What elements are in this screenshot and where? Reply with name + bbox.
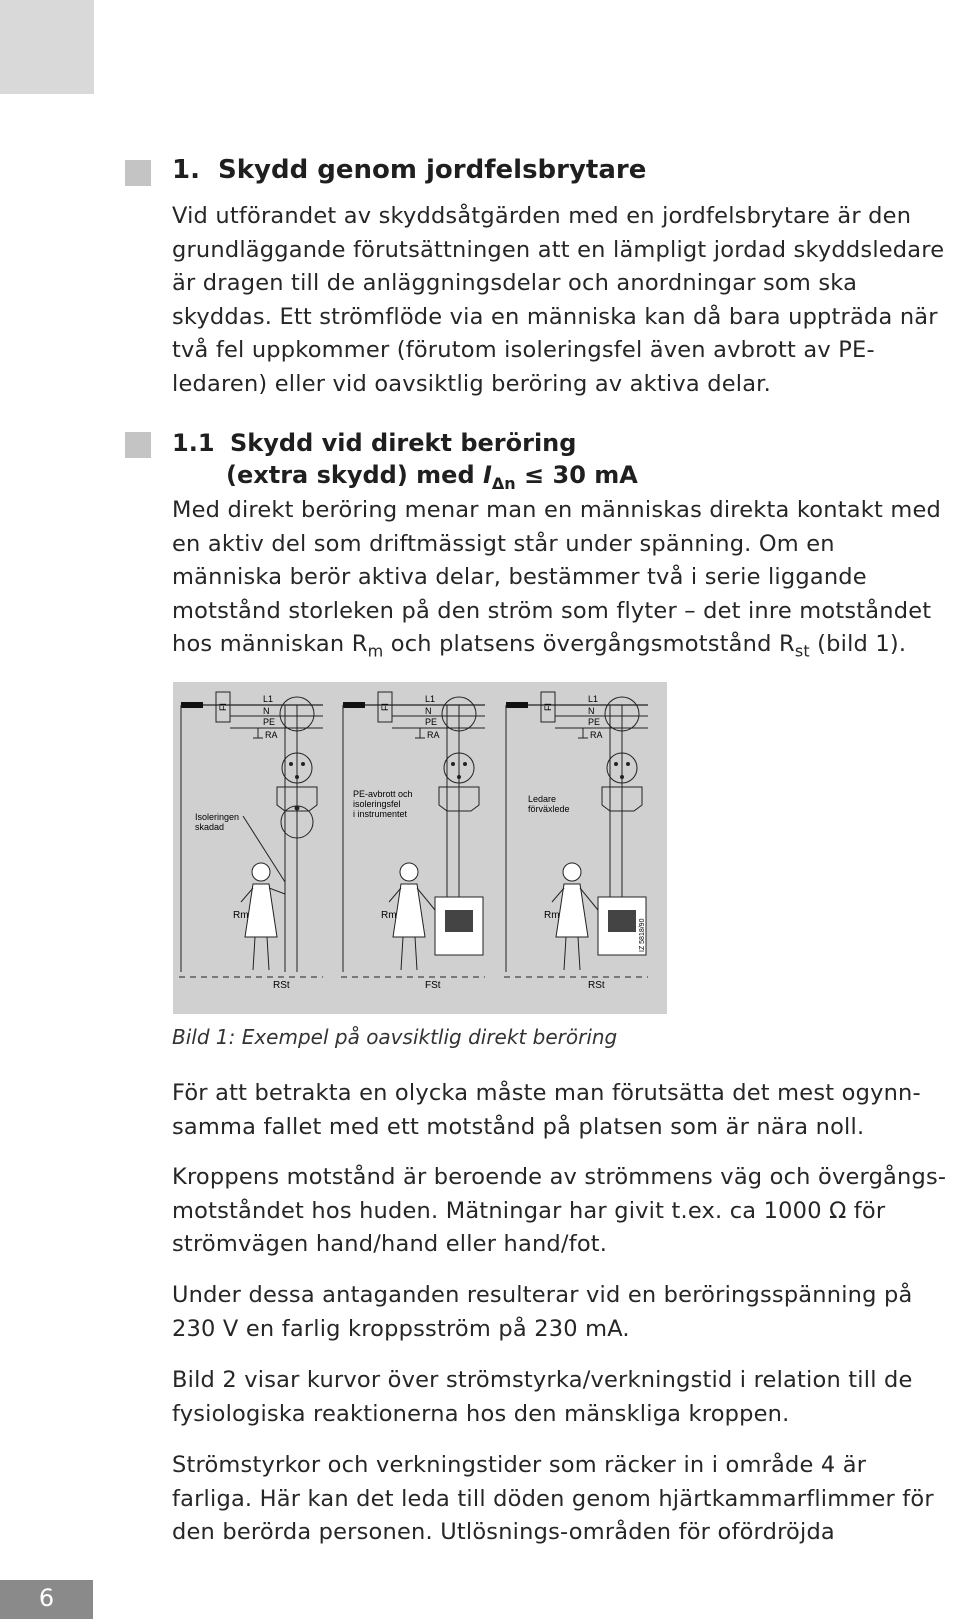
text-line: För att betrakta en olycka måste man förutsätta det mest ogynn- bbox=[172, 1080, 921, 1106]
current-subscript: Δn bbox=[491, 473, 516, 493]
fi-label: FI bbox=[543, 703, 553, 711]
ra-label: RA bbox=[265, 730, 278, 740]
text-line: ledaren) eller vid oavsiktlig beröring av aktiva delar. bbox=[172, 370, 771, 397]
l1-label: L1 bbox=[263, 694, 274, 704]
body-paragraph bbox=[172, 1077, 960, 1144]
text-line: Under dessa antaganden resulterar vid en beröringsspänning på bbox=[172, 1282, 913, 1308]
subsection-title: Skydd vid direkt beröring bbox=[230, 429, 577, 457]
ra-label: RA bbox=[590, 730, 603, 740]
section-bullet bbox=[125, 160, 151, 186]
fault-label: Ledare bbox=[528, 794, 557, 804]
subsection-number: 1.1 bbox=[172, 429, 215, 457]
section-heading bbox=[172, 155, 646, 185]
text-line: grundläggande förutsättningen att en lämpligt jordad skyddsledare bbox=[172, 236, 945, 263]
figure-panel bbox=[341, 692, 485, 991]
n-label: N bbox=[588, 706, 595, 716]
subsection-title-suffix: ≤ 30 mA bbox=[515, 461, 638, 489]
text-fragment: (bild 1). bbox=[809, 631, 907, 657]
section-number: 1. bbox=[172, 155, 200, 185]
circuit-diagram bbox=[173, 682, 667, 1014]
ra-label: RA bbox=[427, 730, 440, 740]
section-intro-paragraph bbox=[172, 200, 960, 401]
fault-label: förväxlede bbox=[528, 804, 570, 814]
text-line: den berörda personen. Utlösnings-områden för ofördröjda bbox=[172, 1519, 835, 1545]
corner-marker bbox=[0, 0, 94, 94]
fault-label: Isoleringen bbox=[195, 812, 240, 822]
rst-label: RSt bbox=[588, 980, 605, 991]
figure-caption: Bild 1: Exempel på oavsiktlig direkt beröring bbox=[172, 1025, 618, 1049]
text-line: Strömstyrkor och verkningstider som räcker in i område 4 är bbox=[172, 1452, 867, 1478]
subsection-paragraph bbox=[172, 494, 960, 668]
pe-label: PE bbox=[263, 717, 276, 727]
figure-panel bbox=[179, 692, 323, 991]
fault-label: isoleringsfel bbox=[353, 799, 401, 809]
current-symbol: I bbox=[482, 461, 492, 489]
page-number: 6 bbox=[38, 1584, 55, 1612]
l1-label: L1 bbox=[588, 694, 599, 704]
text-fragment: och platsens övergångsmotstånd R bbox=[383, 631, 795, 657]
l1-label: L1 bbox=[425, 694, 436, 704]
body-paragraph bbox=[172, 1279, 960, 1346]
fault-label: i instrumentet bbox=[353, 809, 408, 819]
text-line: samma fallet med ett motstånd på platsen som är nära noll. bbox=[172, 1113, 865, 1140]
text-line: motstånd storleken på den ström som flyter – det inre motståndet bbox=[172, 597, 932, 624]
figure-direct-contact bbox=[173, 682, 667, 1014]
rst-label: FSt bbox=[425, 980, 441, 991]
text-line: Med direkt beröring menar man en människas direkta kontakt med bbox=[172, 497, 941, 523]
pe-label: PE bbox=[588, 717, 601, 727]
body-paragraph bbox=[172, 1449, 960, 1550]
subsection-heading bbox=[172, 427, 638, 500]
figure-code: IZ 5818/90 bbox=[639, 918, 646, 952]
subscript: st bbox=[794, 641, 810, 661]
body-paragraph bbox=[172, 1161, 960, 1262]
text-line: skyddas. Ett strömflöde via en människa kan då bara uppträda när bbox=[172, 303, 938, 330]
rst-label: RSt bbox=[273, 980, 290, 991]
n-label: N bbox=[425, 706, 432, 716]
n-label: N bbox=[263, 706, 270, 716]
text-line: Vid utförandet av skyddsåtgärden med en jordfelsbrytare är den bbox=[172, 203, 912, 229]
text-line: Kroppens motstånd är beroende av strömmens väg och övergångs- bbox=[172, 1164, 947, 1190]
text-line bbox=[172, 628, 960, 668]
figure-panel bbox=[504, 692, 648, 991]
text-line: farliga. Här kan det leda till döden genom hjärtkammarflimmer för bbox=[172, 1485, 934, 1512]
rm-label: Rm bbox=[381, 910, 397, 921]
text-line: människa berör aktiva delar, bestämmer två i serie liggande bbox=[172, 564, 867, 590]
text-line: motståndet hos huden. Mätningar har givit t.ex. ca 1000 Ω för bbox=[172, 1197, 886, 1224]
text-line: strömvägen hand/hand eller hand/fot. bbox=[172, 1231, 608, 1257]
rm-label: Rm bbox=[544, 910, 560, 921]
text-fragment: hos människan R bbox=[172, 631, 368, 657]
section-title: Skydd genom jordfelsbrytare bbox=[218, 155, 647, 185]
subsection-bullet bbox=[125, 432, 151, 458]
text-line: Bild 2 visar kurvor över strömstyrka/verkningstid i relation till de bbox=[172, 1367, 913, 1393]
fi-label: FI bbox=[218, 703, 228, 711]
text-line: två fel uppkommer (förutom isoleringsfel även avbrott av PE- bbox=[172, 337, 875, 363]
subsection-title-prefix: (extra skydd) med bbox=[226, 461, 483, 489]
body-paragraph bbox=[172, 1364, 960, 1431]
subscript: m bbox=[367, 641, 384, 661]
text-line: 230 V en farlig kroppsström på 230 mA. bbox=[172, 1315, 630, 1342]
fault-label: skadad bbox=[195, 822, 225, 832]
rm-label: Rm bbox=[233, 910, 249, 921]
text-line: är dragen till de anläggningsdelar och anordningar som ska bbox=[172, 270, 858, 296]
text-line: fysiologiska reaktionerna hos den mänskliga kroppen. bbox=[172, 1400, 790, 1427]
fault-label: PE-avbrott och bbox=[353, 789, 413, 799]
pe-label: PE bbox=[425, 717, 438, 727]
text-line: en aktiv del som driftmässigt står under spänning. Om en bbox=[172, 530, 835, 557]
fi-label: FI bbox=[380, 703, 390, 711]
